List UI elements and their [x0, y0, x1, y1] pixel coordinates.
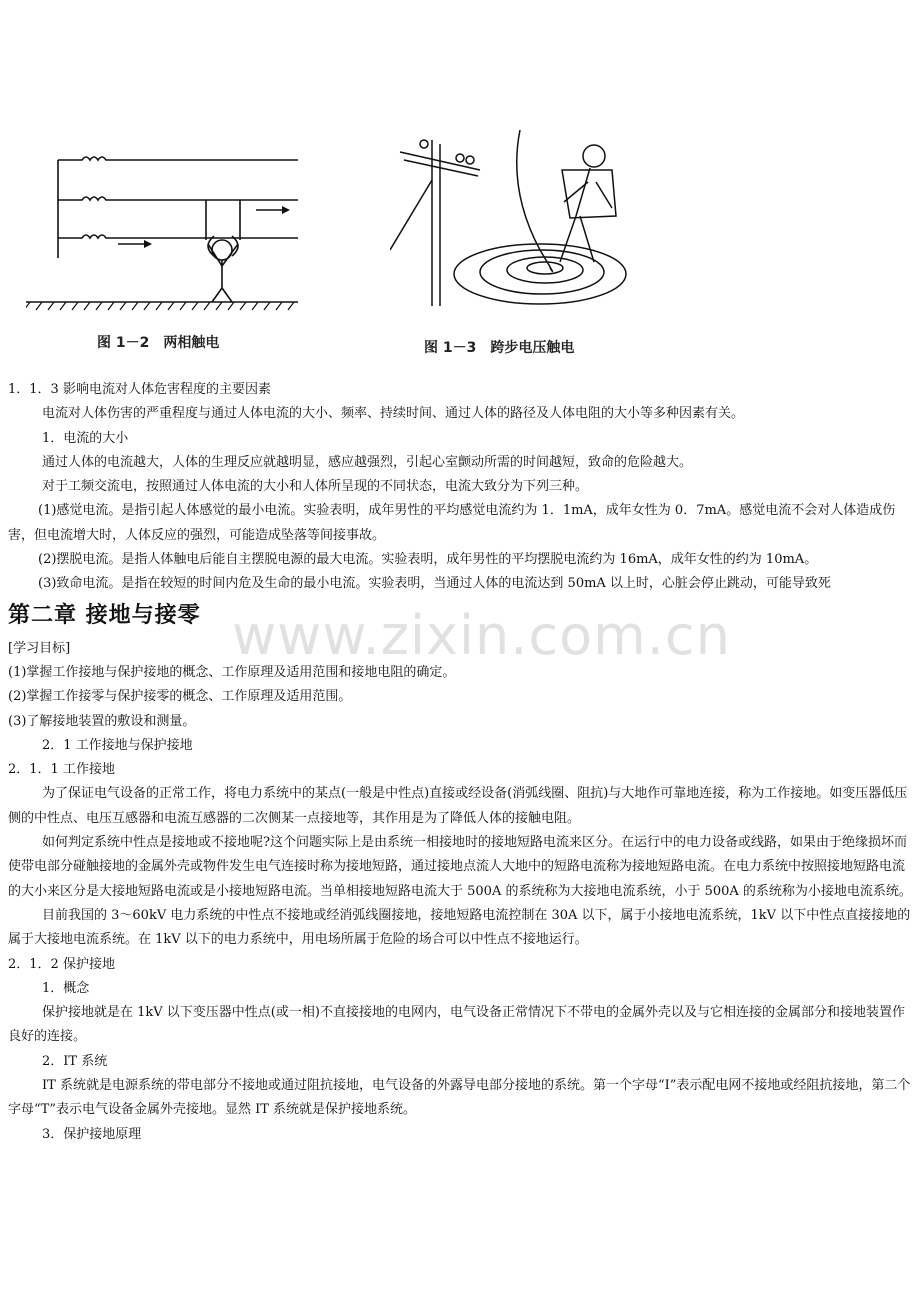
two-phase-shock-figure	[26, 140, 304, 360]
paragraph-intro: 电流对人体伤害的严重程度与通过人体电流的大小、频率、持续时间、通过人体的路径及人体电阻的大小等多种因素有关。	[42, 406, 745, 422]
paragraph: 对于工频交流电，按照通过人体电流的大小和人体所呈现的不同状态，电流大致分为下列三种。	[42, 479, 589, 495]
figure-area	[0, 0, 920, 372]
section-heading-1-1-3: 1．1．3 影响电流对人体危害程度的主要因素	[8, 382, 271, 397]
paragraph-sensing-current: (1)感觉电流。是指引起人体感觉的最小电流。实验表明，成年男性的平均感觉电流约为 1．1mA，成年女性为 0．7mA。感觉电流不会对人体造成伤害，但电流增大时，人体反应的强烈，可能造成坠落等间接事故。	[8, 503, 896, 543]
section-heading-2-1: 2．1 工作接地与保护接地	[42, 737, 193, 753]
paragraph: 如何判定系统中性点是接地或不接地呢?这个问题实际上是由系统一相接地时的接地短路电流来区分。在运行中的电力设备或线路，如果由于绝缘损坏而使带电部分碰触接地的金属外壳或物件发生电气连接时称为接地短路，通过接地点流人大地中的短路电流称为接地短路电流。在电力系统中按照接地短路电流的大小来区分是大接地短路电流或是小接地短路电流。当单相接地短路电流大于 500A 的系统称为大接地电流系统，小于 500A 的系统称为小接地电流系统。	[8, 835, 912, 899]
paragraph: 为了保证电气设备的正常工作，将电力系统中的某点(一般是中性点)直接或经设备(消弧线圈、阻抗)与大地作可靠地连接，称为工作接地。如变压器低压侧的中性点、电压互感器和电流互感器的二次侧某一点接地等，其作用是为了降低人体的接触电阻。	[8, 786, 908, 826]
paragraph: 目前我国的 3～60kV 电力系统的中性点不接地或经消弧线圈接地，接地短路电流控制在 30A 以下，属于小接地电流系统，1kV 以下中性点直接接地的属于大接地电流系统。在 1kV 以下的电力系统中，用电场所属于危险的场合可以中性点不接地运行。	[8, 907, 911, 948]
paragraph: IT 系统就是电源系统的带电部分不接地或通过阻抗接地，电气设备的外露导电部分接地的系统。第一个字母“I”表示配电网不接地或经阻抗接地，第二个字母“T”表示电气设备金属外壳接地。显然 IT 系统就是保护接地系统。	[8, 1078, 911, 1118]
subheading-current-size: 1．电流的大小	[42, 430, 129, 446]
step-voltage-shock-figure	[390, 130, 630, 362]
figure-1-2-caption: 图 1－2 两相触电	[97, 335, 220, 351]
goals-label: [学习目标]	[8, 640, 71, 656]
section-heading-2-1-2: 2．1．2 保护接地	[8, 956, 115, 972]
subheading-concept: 1．概念	[42, 980, 90, 996]
paragraph-lethal-current: (3)致命电流。是指在较短的时间内危及生命的最小电流。实验表明，当通过人体的电流达到 50mA 以上时，心脏会停止跳动，可能导致死	[38, 576, 831, 592]
goal-item: (1)掌握工作接地与保护接地的概念、工作原理及适用范围和接地电阻的确定。	[8, 664, 456, 680]
document-body	[8, 378, 914, 1147]
paragraph: 保护接地就是在 1kV 以下变压器中性点(或一相)不直接接地的电网内，电气设备正常情况下不带电的金属外壳以及与它相连接的金属部分和接地装置作良好的连接。	[8, 1005, 905, 1045]
section-heading-2-1-1: 2．1．1 工作接地	[8, 762, 115, 778]
paragraph: 通过人体的电流越大，人体的生理反应就越明显，感应越强烈，引起心室颤动所需的时间越短，致命的危险越大。	[42, 454, 693, 470]
paragraph-letgo-current: (2)摆脱电流。是指人体触电后能自主摆脱电源的最大电流。实验表明，成年男性的平均摆脱电流约为 16mA，成年女性的约为 10mA。	[38, 552, 818, 568]
subheading-principle: 3．保护接地原理	[42, 1126, 142, 1142]
watermark: www.zixin.com.cn	[232, 604, 731, 667]
chapter-title: 第二章 接地与接零	[8, 602, 201, 628]
figure-1-3-caption: 图 1－3 跨步电压触电	[424, 340, 575, 356]
subheading-it-system: 2．IT 系统	[42, 1053, 108, 1069]
goal-item: (2)掌握工作接零与保护接零的概念、工作原理及适用范围。	[8, 689, 352, 705]
goal-item: (3)了解接地装置的敷设和测量。	[8, 713, 196, 729]
